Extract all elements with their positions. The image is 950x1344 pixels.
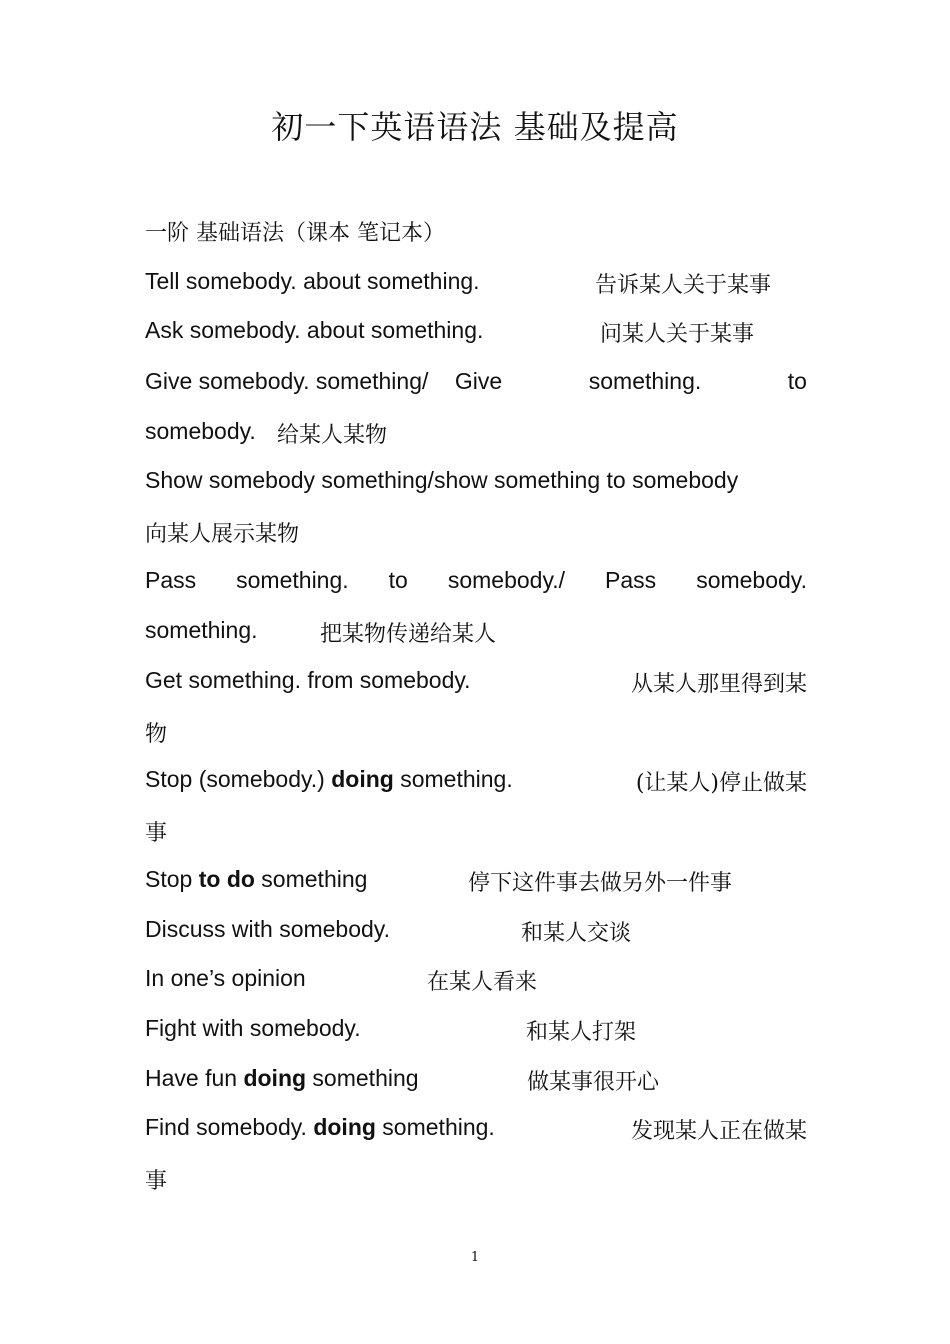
list-item: [145, 965, 807, 1015]
chinese-meaning-continued: 事: [145, 821, 168, 846]
english-phrase-part: something.: [588, 368, 702, 394]
list-item: [145, 1015, 807, 1065]
chinese-meaning: 做某事很开心: [527, 1070, 660, 1095]
chinese-meaning-continued: 事: [145, 1169, 168, 1194]
phrase-keyword: doing: [313, 1114, 376, 1140]
list-item: [145, 567, 807, 594]
phrase-text: Have fun: [145, 1065, 244, 1091]
list-item: [145, 667, 807, 717]
english-phrase-part: Pass: [145, 567, 197, 593]
english-phrase: Fight with somebody.: [145, 1015, 361, 1041]
page-title: 初一下英语语法 基础及提高: [271, 108, 679, 146]
english-phrase-part: somebody./: [447, 567, 566, 593]
list-item: [145, 368, 807, 395]
english-phrase: Tell somebody. about something.: [145, 268, 480, 294]
english-phrase-part: somebody.: [696, 567, 807, 593]
chinese-meaning: 和某人交谈: [521, 921, 632, 946]
phrase-text: something.: [393, 766, 513, 792]
chinese-meaning: 问某人关于某事: [600, 322, 755, 347]
phrase-keyword: to do: [198, 866, 255, 892]
chinese-meaning: 给某人某物: [277, 423, 388, 448]
chinese-meaning: 把某物传递给某人: [320, 622, 497, 647]
phrase-text: Stop (somebody.): [145, 766, 332, 792]
chinese-meaning: 发现某人正在做某: [630, 1119, 807, 1144]
phrase-text: Stop: [145, 866, 199, 892]
english-phrase: [145, 1114, 495, 1141]
list-item: [145, 317, 807, 367]
list-item-continuation: [145, 617, 807, 667]
list-item: [145, 1114, 807, 1164]
english-phrase: somebody.: [145, 418, 256, 444]
chinese-meaning: 从某人那里得到某: [630, 672, 807, 697]
list-item: [145, 866, 807, 916]
list-item: [145, 916, 807, 966]
english-phrase-part: Give: [454, 368, 503, 394]
phrase-text: something: [306, 1065, 419, 1091]
english-phrase: Ask somebody. about something.: [145, 317, 484, 343]
chinese-meaning: 告诉某人关于某事: [595, 273, 772, 298]
english-phrase: In one’s opinion: [145, 965, 306, 991]
english-phrase-part: Give somebody. something/: [145, 368, 429, 394]
chinese-meaning: (让某人)停止做某: [635, 771, 807, 796]
english-phrase: something.: [145, 617, 258, 643]
chinese-meaning: 在某人看来: [427, 970, 538, 995]
chinese-meaning: 向某人展示某物: [145, 522, 300, 547]
phrase-text: Find somebody.: [145, 1114, 314, 1140]
list-item: [145, 467, 807, 517]
chinese-meaning: 停下这件事去做另外一件事: [468, 871, 733, 896]
chinese-meaning: 和某人打架: [526, 1020, 637, 1045]
list-item: [145, 766, 807, 816]
list-item: [145, 268, 807, 318]
english-phrase-part: to: [388, 567, 408, 593]
phrase-keyword: doing: [243, 1065, 307, 1091]
english-phrase: [145, 866, 367, 893]
english-phrase: Show somebody something/show something to somebody: [145, 467, 739, 493]
english-phrase: [145, 766, 513, 793]
list-item-continuation: [145, 418, 807, 468]
english-phrase-part: to: [787, 368, 807, 394]
english-phrase: Discuss with somebody.: [145, 916, 390, 942]
section-heading: 一阶 基础语法（课本 笔记本）: [145, 221, 445, 246]
list-item: [145, 1065, 807, 1115]
english-phrase: [145, 1065, 419, 1092]
phrase-text: something: [254, 866, 368, 892]
chinese-meaning-continued: 物: [145, 722, 168, 747]
english-phrase-part: something.: [236, 567, 349, 593]
phrase-keyword: doing: [331, 766, 394, 792]
page-number: 1: [470, 1250, 480, 1265]
english-phrase-part: Pass: [605, 567, 657, 593]
phrase-text: something.: [375, 1114, 495, 1140]
english-phrase: Get something. from somebody.: [145, 667, 471, 693]
